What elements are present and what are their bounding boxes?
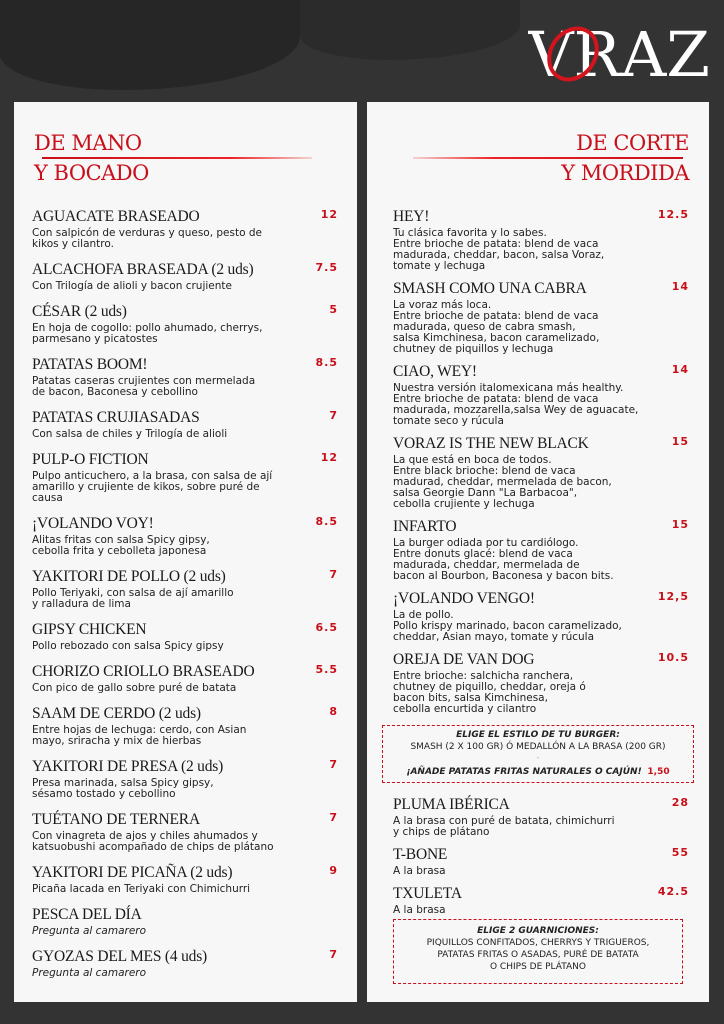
item-price: 7 <box>329 568 338 581</box>
menu-item <box>32 566 338 619</box>
item-name: YAKITORI DE POLLO (2 uds) <box>32 568 226 585</box>
item-price: 7 <box>329 758 338 771</box>
menu-item <box>393 516 689 588</box>
item-name: ¡VOLANDO VENGO! <box>393 590 535 607</box>
menu-item <box>32 259 338 301</box>
item-price: 12 <box>320 208 338 221</box>
menu-item <box>393 883 689 922</box>
item-description: Con salpicón de verduras y queso, pesto de kikos y cilantro. <box>32 227 262 250</box>
item-name: CHORIZO CRIOLLO BRASEADO <box>32 663 255 680</box>
menu-item <box>32 354 338 407</box>
item-price: 8.5 <box>315 515 338 528</box>
menu-item <box>32 946 338 988</box>
addon-price: 1,50 <box>647 767 670 777</box>
item-name: CÉSAR (2 uds) <box>32 303 127 320</box>
item-price: 7 <box>329 811 338 824</box>
menu-item <box>32 407 338 449</box>
item-description: La de pollo. Pollo krispy marinado, bacon caramelizado, cheddar, Asian mayo, tomate y rúcula <box>393 609 622 643</box>
item-price: 28 <box>671 796 689 809</box>
item-name: TUÉTANO DE TERNERA <box>32 811 200 828</box>
box-line: PIQUILLOS CONFITADOS, CHERRYS Y TRIGUEROS, <box>426 938 650 948</box>
item-price: 12.5 <box>657 208 689 221</box>
menu-item <box>393 649 689 721</box>
item-description: Entre brioche: salchicha ranchera, chutney de piquillo, cheddar, oreja ó bacon bits, salsa Kimchinesa, cebolla encurtida y cilantro <box>393 670 586 715</box>
item-name: PATATAS CRUJIASADAS <box>32 409 200 426</box>
item-price: 12,5 <box>657 590 689 603</box>
item-description: Pregunta al camarero <box>32 967 147 979</box>
menu-item <box>32 661 338 703</box>
item-name: PESCA DEL DÍA <box>32 906 142 923</box>
menu-item <box>393 588 689 649</box>
item-description: La que está en boca de todos. Entre black brioche: blend de vaca madurad, cheddar, mermelada de bacon, salsa Georgie Dann "La Barbacoa", cebolla crujiente y lechuga <box>393 454 612 510</box>
item-name: HEY! <box>393 208 430 225</box>
item-name: YAKITORI DE PRESA (2 uds) <box>32 758 224 775</box>
menu-item <box>393 206 689 278</box>
item-description: Presa marinada, salsa Spicy gipsy, sésamo tostado y cebollino <box>32 777 214 800</box>
item-name: SAAM DE CERDO (2 uds) <box>32 705 201 722</box>
item-description: Con salsa de chiles y Trilogía de alioli <box>32 428 228 440</box>
menu-item <box>32 904 338 946</box>
menu-item <box>393 278 689 361</box>
item-price: 42.5 <box>657 885 689 898</box>
box-title: ELIGE 2 GUARNICIONES: <box>477 926 599 936</box>
item-price: 8.5 <box>315 356 338 369</box>
item-name: ALCACHOFA BRASEADA (2 uds) <box>32 261 254 278</box>
item-description: Pollo rebozado con salsa Spicy gipsy <box>32 640 224 652</box>
item-name: GYOZAS DEL MES (4 uds) <box>32 948 207 965</box>
item-description: Pulpo anticuchero, a la brasa, con salsa de ají amarillo y crujiente de kikos, sobre puré de causa <box>32 470 273 504</box>
svg-text:VRAZ: VRAZ <box>528 18 710 84</box>
menu-item <box>393 794 689 844</box>
item-description: La voraz más loca. Entre brioche de patata: blend de vaca madurada, queso de cabra smash, salsa Kimchinesa, bacon caramelizado, chutney de piquillos y lechuga <box>393 299 600 355</box>
box-title: ELIGE EL ESTILO DE TU BURGER: <box>456 730 620 740</box>
item-price: 7 <box>329 409 338 422</box>
item-description: Con pico de gallo sobre puré de batata <box>32 682 237 694</box>
menu-item <box>32 449 338 513</box>
item-description: Tu clásica favorita y lo sabes. Entre brioche de patata: blend de vaca madurada, cheddar, bacon, salsa Voraz, tomate y lechuga <box>393 227 605 272</box>
menu-item <box>393 844 689 883</box>
sides-box <box>393 919 683 984</box>
item-description: Pollo Teriyaki, con salsa de ají amarillo y ralladura de lima <box>32 587 234 610</box>
item-price: 5.5 <box>315 663 338 676</box>
item-name: CIAO, WEY! <box>393 363 477 380</box>
item-name: OREJA DE VAN DOG <box>393 651 535 668</box>
item-price: 8 <box>329 705 338 718</box>
box-line: PATATAS FRITAS O ASADAS, PURÉ DE BATATA <box>437 950 639 960</box>
item-price: 14 <box>671 363 689 376</box>
item-price: 12 <box>320 451 338 464</box>
heading-divider <box>42 157 312 159</box>
item-name: ¡VOLANDO VOY! <box>32 515 154 532</box>
item-price: 10.5 <box>657 651 689 664</box>
heading-line: DE MANO <box>34 131 142 155</box>
addon-text: ¡AÑADE PATATAS FRITAS NATURALES O CAJÚN! <box>406 767 642 777</box>
heading-line: DE CORTE <box>576 131 689 155</box>
item-description: A la brasa <box>393 904 446 916</box>
heading-line: Y BOCADO <box>34 161 149 185</box>
menu-item <box>32 206 338 259</box>
background-shape <box>300 0 520 60</box>
box-line: SMASH (2 X 100 GR) Ó MEDALLÓN A LA BRASA (200 GR) <box>410 742 666 752</box>
item-price: 9 <box>329 864 338 877</box>
menu-item <box>393 433 689 516</box>
item-name: T-BONE <box>393 846 448 863</box>
left-menu-panel <box>14 102 357 1002</box>
item-name: SMASH COMO UNA CABRA <box>393 280 587 297</box>
item-price: 15 <box>671 518 689 531</box>
item-price: 7.5 <box>315 261 338 274</box>
item-description: Entre hojas de lechuga: cerdo, con Asian mayo, sriracha y mix de hierbas <box>32 724 247 747</box>
burger-style-box <box>382 725 694 783</box>
cuts-list <box>393 794 689 922</box>
item-name: TXULETA <box>393 885 462 902</box>
item-description: La burger odiada por tu cardiólogo. Entre donuts glacé: blend de vaca madurada, cheddar, mermelada de bacon al Bourbon, Baconesa y bacon bits. <box>393 537 614 582</box>
menu-item <box>393 361 689 433</box>
item-description: Nuestra versión italomexicana más healthy. Entre brioche de patata: blend de vaca madurada, mozzarella,salsa Wey de aguacate, tomate seco y rúcula <box>393 382 639 427</box>
item-description: Picaña lacada en Teriyaki con Chimichurri <box>32 883 251 895</box>
menu-item <box>32 513 338 566</box>
item-description: En hoja de cogollo: pollo ahumado, cherrys, parmesano y picatostes <box>32 322 263 345</box>
menu-item <box>32 756 338 809</box>
item-description: Con vinagreta de ajos y chiles ahumados y katsuobushi acompañado de chips de plátano <box>32 830 274 853</box>
box-separator: - <box>536 753 540 762</box>
box-line: O CHIPS DE PLÁTANO <box>489 962 586 972</box>
item-price: 6.5 <box>315 621 338 634</box>
item-name: YAKITORI DE PICAÑA (2 uds) <box>32 864 233 881</box>
menu-list <box>32 206 338 988</box>
item-price: 14 <box>671 280 689 293</box>
item-description: Con Trilogía de alioli y bacon crujiente <box>32 280 232 292</box>
item-name: PLUMA IBÉRICA <box>393 796 510 813</box>
menu-item <box>32 862 338 904</box>
item-description: Pregunta al camarero <box>32 925 147 937</box>
item-price: 15 <box>671 435 689 448</box>
heading-divider <box>413 157 683 159</box>
item-name: PULP-O FICTION <box>32 451 149 468</box>
menu-item <box>32 703 338 756</box>
background-shape <box>0 0 300 90</box>
item-price: 55 <box>671 846 689 859</box>
item-name: AGUACATE BRASEADO <box>32 208 200 225</box>
item-price: 5 <box>329 303 338 316</box>
voraz-logo <box>528 14 713 84</box>
item-description: A la brasa <box>393 865 446 877</box>
menu-item <box>32 619 338 661</box>
burger-list <box>393 206 689 721</box>
item-description: Alitas fritas con salsa Spicy gipsy, cebolla frita y cebolleta japonesa <box>32 534 210 557</box>
menu-item <box>32 301 338 354</box>
heading-line: Y MORDIDA <box>561 161 689 185</box>
item-description: A la brasa con puré de batata, chimichurri y chips de plátano <box>393 815 615 838</box>
item-name: VORAZ IS THE NEW BLACK <box>393 435 589 452</box>
item-description: Patatas caseras crujientes con mermelada de bacon, Baconesa y cebollino <box>32 375 256 398</box>
item-name: GIPSY CHICKEN <box>32 621 147 638</box>
item-name: INFARTO <box>393 518 457 535</box>
right-menu-panel <box>367 102 709 1002</box>
item-price: 7 <box>329 948 338 961</box>
item-name: PATATAS BOOM! <box>32 356 148 373</box>
menu-item <box>32 809 338 862</box>
